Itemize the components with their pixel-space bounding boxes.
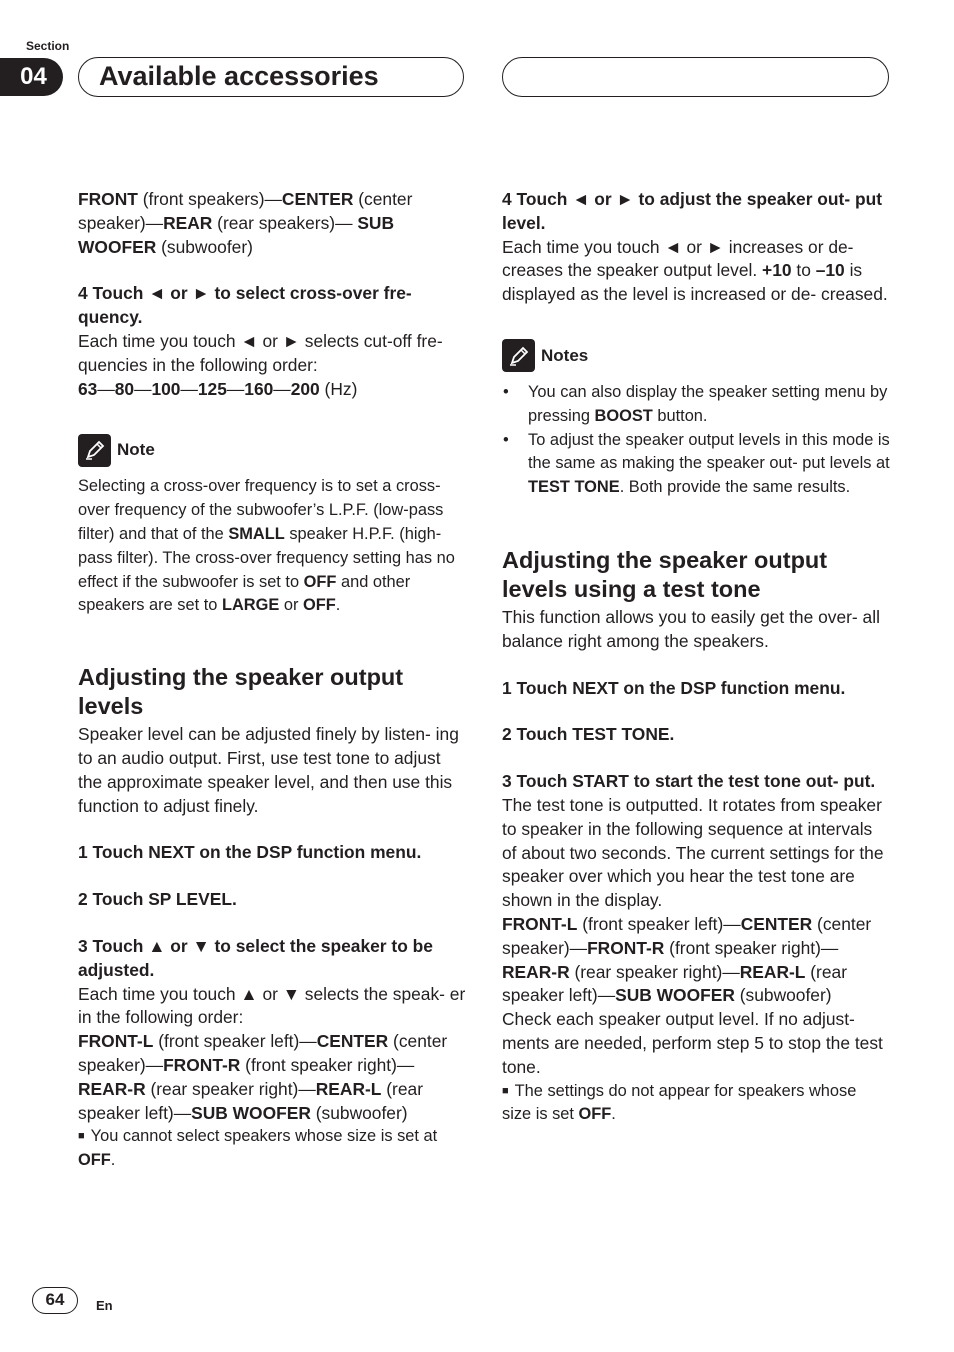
page-title: Available accessories (78, 57, 464, 97)
language-label: En (96, 1298, 113, 1313)
note-label: Note (117, 440, 155, 460)
check-text: Check each speaker output level. If no adjust- ments are needed, perform step 5 to stop the test tone. (502, 1009, 883, 1077)
section-label: Section (26, 39, 70, 53)
bullet-note: ■ You cannot select speakers whose size is set at OFF. (78, 1127, 438, 1170)
page-number: 64 (32, 1287, 78, 1314)
step-2-right: 2 Touch TEST TONE. (502, 724, 675, 745)
section-heading-test-tone: Adjusting the speaker output levels using a test tone (502, 546, 828, 602)
notes-label: Notes (541, 346, 589, 366)
frequency-sequence: 63—80—100—125—160—200 (Hz) (78, 378, 358, 399)
step-4-heading: 4 Touch ◄ or ► to select cross-over fre- quency. (78, 283, 412, 328)
step-3-body-right: The test tone is outputted. It rotates from speaker to speaker in the following sequence at intervals of about two seconds. The current settings for the speaker over which you hear the test tone are shown in the display. (502, 794, 884, 911)
step-3-heading-right: 3 Touch START to start the test tone out- put. (502, 771, 876, 792)
note-pencil-icon (502, 339, 535, 372)
bullet-note-right: ■ The settings do not appear for speakers whose size is set OFF. (502, 1081, 857, 1124)
step-1-right: 1 Touch NEXT on the DSP function menu. (502, 677, 846, 698)
step-1: 1 Touch NEXT on the DSP function menu. (78, 842, 422, 863)
test-tone-intro: This function allows you to easily get the over- all balance right among the speakers. (502, 606, 880, 651)
output-levels-intro: Speaker level can be adjusted finely by listen- ing to an audio output. First, use test tone to adjust the approximate speaker level, and then use this function to adjust finely. (78, 724, 459, 816)
left-column (78, 188, 466, 1173)
list-item: • You can also display the speaker setting menu by pressing BOOST button. (502, 381, 890, 429)
note-heading (78, 433, 466, 467)
step-4-heading-right: 4 Touch ◄ or ► to adjust the speaker out- put level. (502, 189, 883, 233)
notes-list (502, 381, 890, 500)
test-tone-speaker-order: FRONT-L (front speaker left)—CENTER (center speaker)—FRONT-R (front speaker right)— REAR-R (rear speaker right)—REAR-L (rear speaker left)—SUB WOOFER (subwoofer) (502, 913, 872, 1006)
step-4-body-right: Each time you touch ◄ or ► increases or de- creases the speaker output level. +10 to –10 is displayed as the level is increased or de- creased. (502, 236, 888, 305)
step-3-heading: 3 Touch ▲ or ▼ to select the speaker to be adjusted. (78, 935, 433, 980)
step-4-body: Each time you touch ◄ or ► selects cut-off fre- quencies in the following order: (78, 330, 443, 375)
note-text: Selecting a cross-over frequency is to set a cross- over frequency of the subwoofer’s L.P.F. (low-pass filter) and that of the SMALL speaker H.P.F. (high- pass filter). The cross-over frequency setting has no effect if the subwoofer is set to OFF and other speakers are set to LARGE or OFF. (78, 477, 455, 615)
section-heading-output-levels: Adjusting the speaker output levels (78, 664, 404, 720)
notes-heading (502, 339, 890, 373)
list-item: • To adjust the speaker output levels in this mode is the same as making the speaker out- put levels at TEST TONE. Both provide the same results. (502, 429, 890, 500)
speaker-order: FRONT-L (front speaker left)—CENTER (center speaker)—FRONT-R (front speaker right)— REAR-R (rear speaker right)—REAR-L (rear speaker left)—SUB WOOFER (subwoofer) (78, 1031, 448, 1123)
step-2: 2 Touch SP LEVEL. (78, 889, 237, 910)
section-number: 04 (0, 58, 63, 96)
speaker-sequence: FRONT (front speakers)—CENTER (center speaker)—REAR (rear speakers)— SUB WOOFER (subwoofer) (78, 189, 413, 257)
header-blank-box (502, 57, 889, 97)
step-3-body: Each time you touch ▲ or ▼ selects the speak- er in the following order: (78, 983, 466, 1028)
note-pencil-icon (78, 434, 111, 467)
right-column (502, 188, 890, 1127)
